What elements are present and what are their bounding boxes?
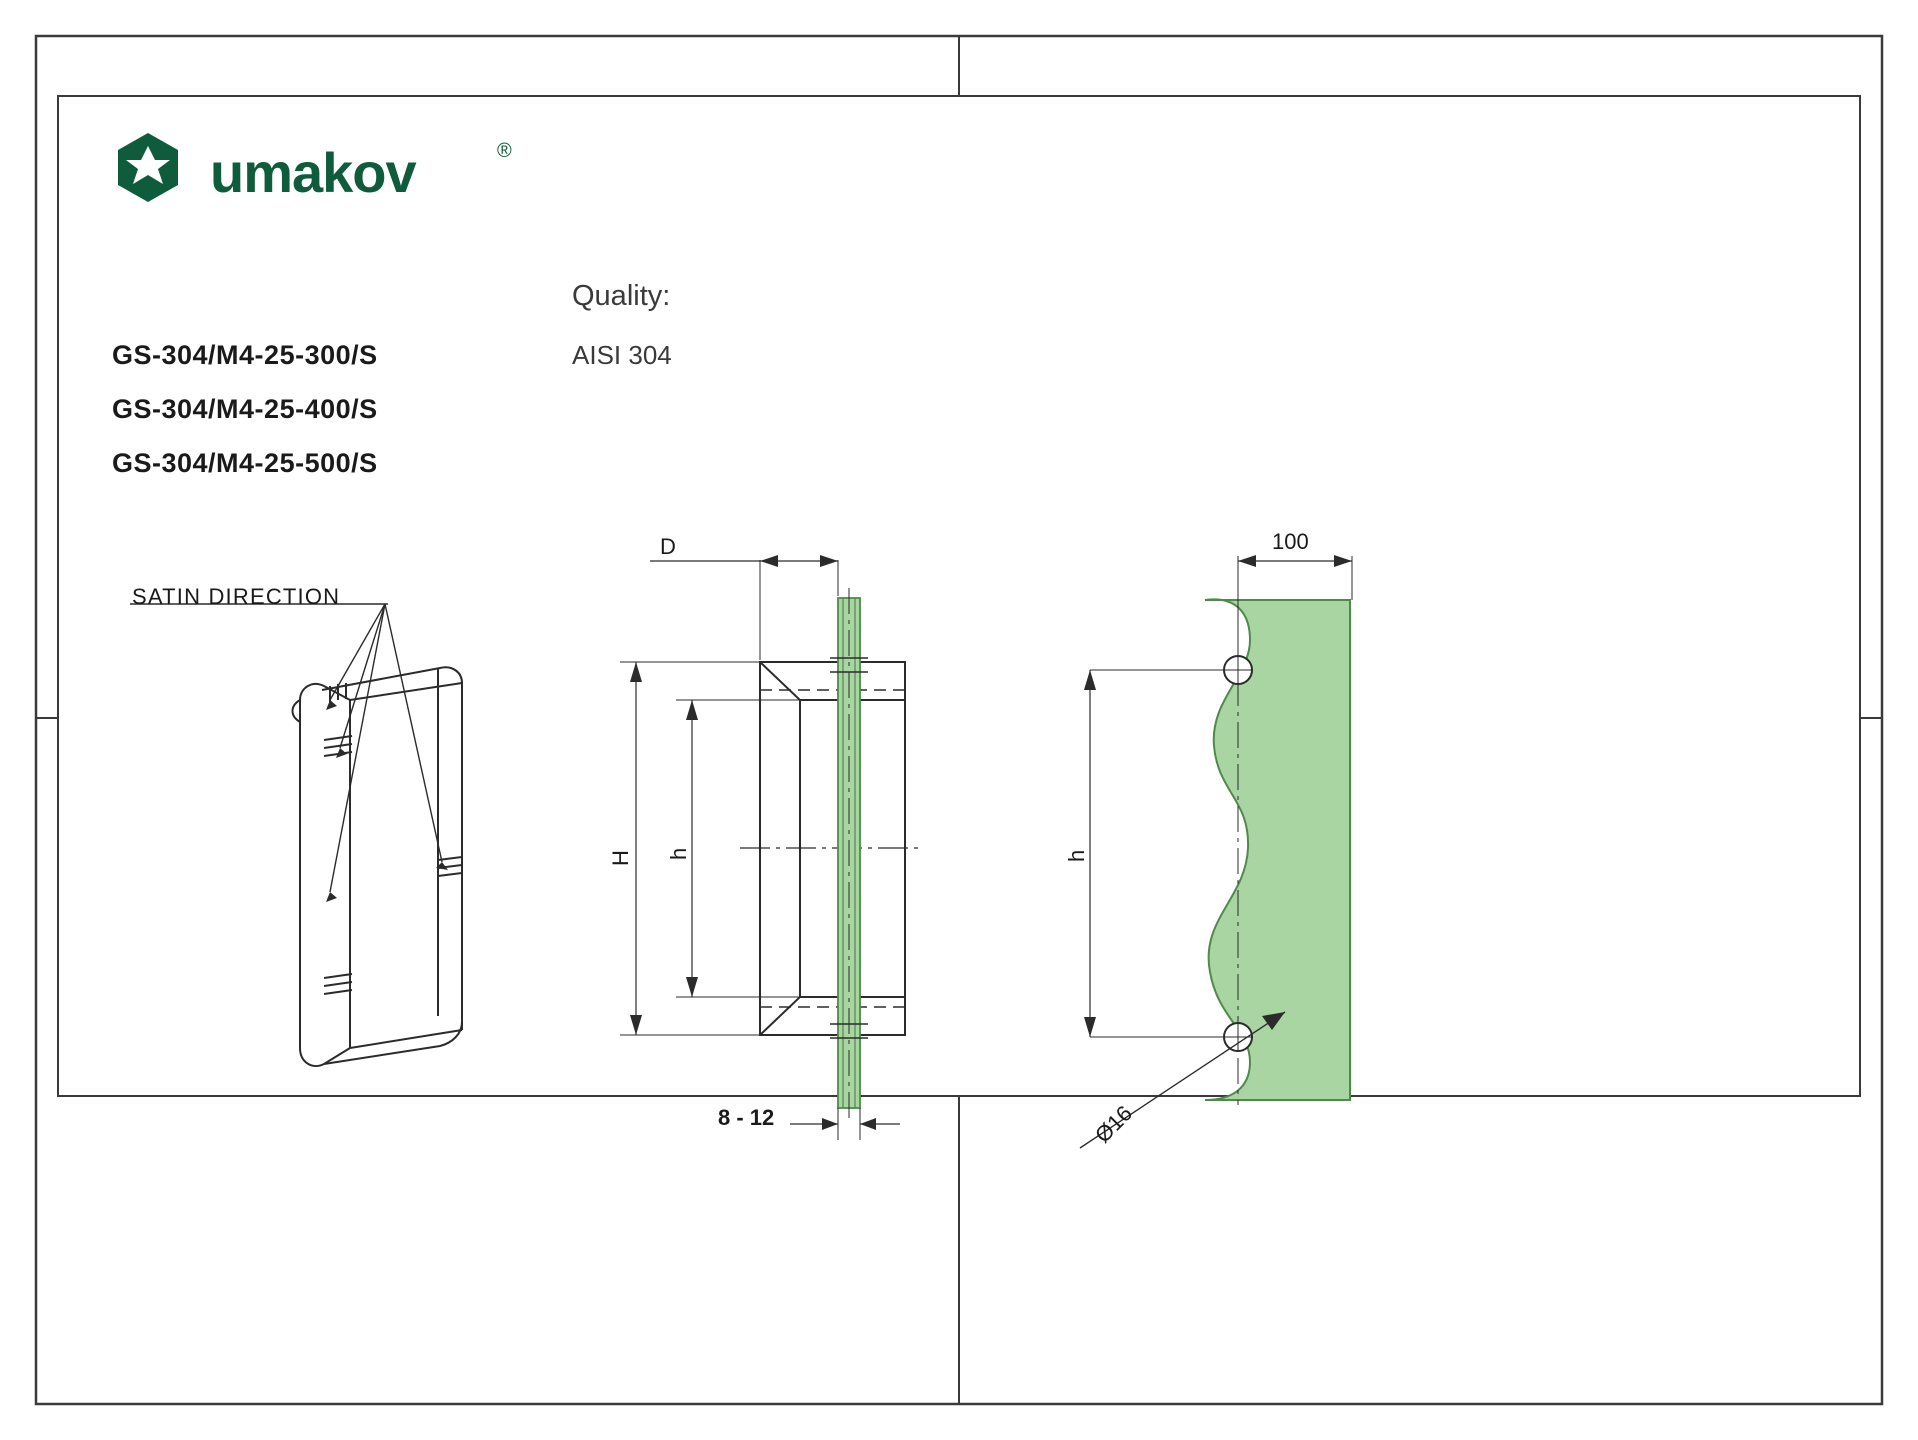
registered-mark: ® bbox=[497, 140, 512, 162]
product-code-1: GS-304/M4-25-300/S bbox=[112, 340, 378, 370]
product-code-2: GS-304/M4-25-400/S bbox=[112, 394, 378, 424]
dimension-H-label: H bbox=[608, 850, 633, 866]
dimension-thickness-label: 8 - 12 bbox=[718, 1105, 775, 1130]
dimension-d-label: D bbox=[660, 534, 676, 559]
satin-direction-label: SATIN DIRECTION bbox=[132, 584, 341, 609]
brand-wordmark: umakov bbox=[210, 141, 416, 204]
dimension-spacing-label: 100 bbox=[1272, 529, 1309, 554]
dimension-h-right-label: h bbox=[1064, 849, 1089, 862]
dimension-hole-diameter-label: Ø16 bbox=[1090, 1100, 1138, 1148]
section-view bbox=[620, 555, 920, 1140]
quality-label: Quality: bbox=[572, 280, 671, 312]
hexagon-star-icon bbox=[118, 133, 178, 202]
quality-value: AISI 304 bbox=[572, 340, 672, 370]
dimension-h-label: h bbox=[666, 847, 691, 860]
satin-direction-illustration bbox=[130, 604, 462, 1066]
product-code-3: GS-304/M4-25-500/S bbox=[112, 448, 378, 478]
glass-panel-view bbox=[1080, 555, 1352, 1148]
